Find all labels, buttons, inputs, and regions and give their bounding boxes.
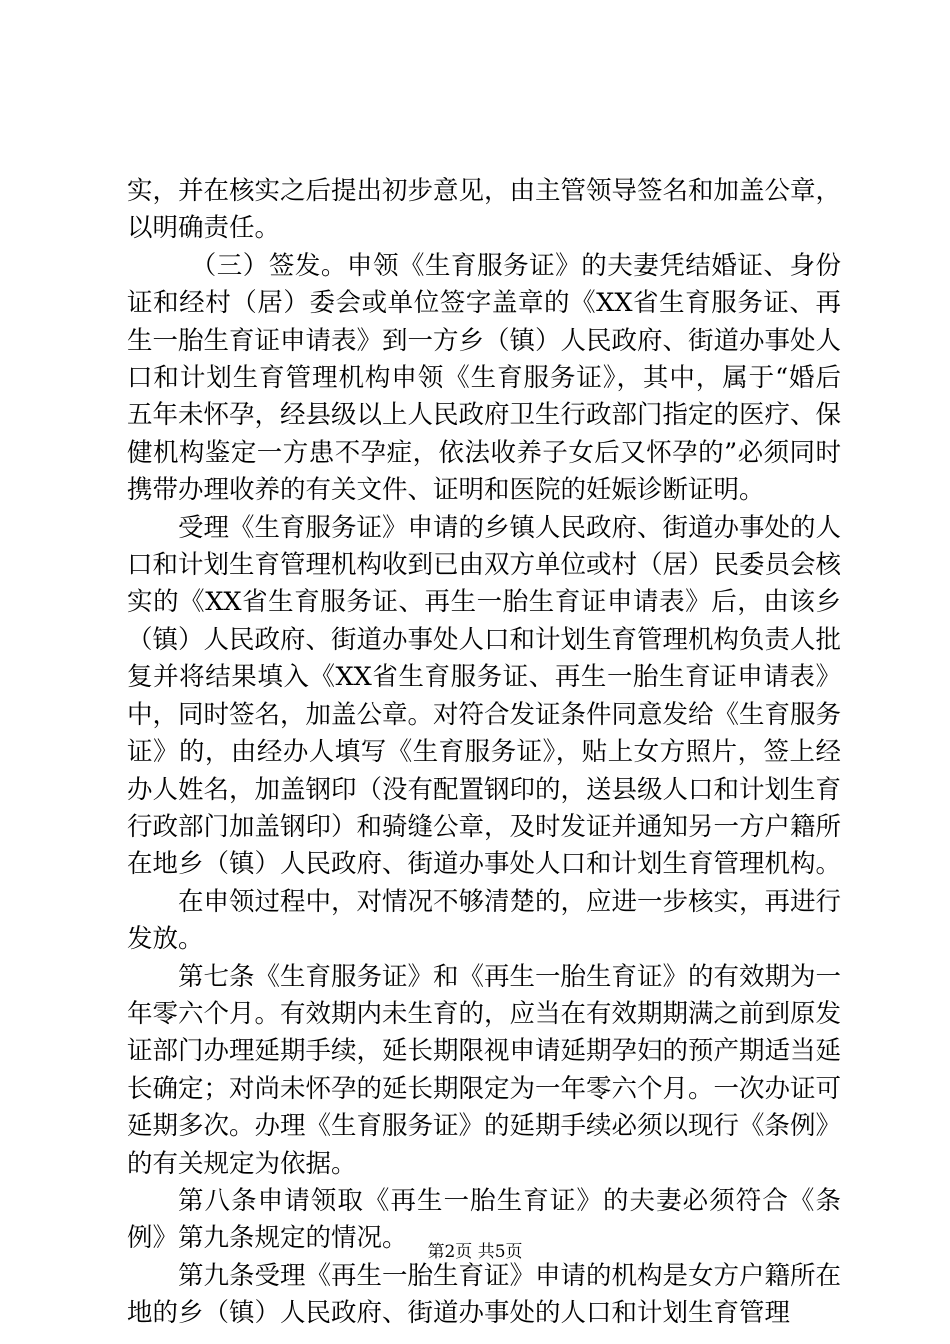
paragraph-continuation: 实，并在核实之后提出初步意见，由主管领导签名和加盖公章，以明确责任。 (127, 176, 842, 244)
paragraph-article-8: 第八条申请领取《再生一胎生育证》的夫妻必须符合《条例》第九条规定的情况。 (127, 1185, 841, 1254)
paragraph-article-9: 第九条受理《再生一胎生育证》申请的机构是女方户籍所在地的乡（镇）人民政府、街道办事处的人口和计划生育管理 (127, 1260, 842, 1329)
page-number-footer: 第2页 共5页 (427, 1242, 523, 1262)
paragraph-article-7: 第七条《生育服务证》和《再生一胎生育证》的有效期为一年零六个月。有效期内未生育的，应当在有效期期满之前到原发证部门办理延期手续，延长期限视申请延期孕妇的预产期适当延长确定；对尚未怀孕的延长期限定为一年零六个月。一次办证可延期多次。办理《生育服务证》的延期手续必须以现行《条例》的有关规定为依据。 (127, 961, 842, 1179)
paragraph-verification: 在申领过程中，对情况不够清楚的，应进一步核实，再进行发放。 (127, 886, 842, 955)
paragraph-issuance: （三）签发。申领《生育服务证》的夫妻凭结婚证、身份证和经村（居）委会或单位签字盖章的《XX省生育服务证、再生一胎生育证申请表》到一方乡（镇）人民政府、街道办事处人口和计划生育管理机构申领《生育服务证》，其中，属于“婚后五年未怀孕，经县级以上人民政府卫生行政部门指定的医疗、保健机构鉴定一方患不孕症，依法收养子女后又怀孕的”必须同时携带办理收养的有关文件、证明和医院的妊娠诊断证明。 (127, 250, 842, 506)
paragraph-application-processing: 受理《生育服务证》申请的乡镇人民政府、街道办事处的人口和计划生育管理机构收到已由双方单位或村（居）民委员会核实的《XX省生育服务证、再生一胎生育证申请表》后，由该乡（镇）人民政府、街道办事处人口和计划生育管理机构负责人批复并将结果填入《XX省生育服务证、再生一胎生育证申请表》中，同时签名，加盖公章。对符合发证条件同意发给《生育服务证》的，由经办人填写《生育服务证》，贴上女方照片，签上经办人姓名，加盖钢印（没有配置钢印的，送县级人口和计划生育行政部门加盖钢印）和骑缝公章，及时发证并通知另一方户籍所在地乡（镇）人民政府、街道办事处人口和计划生育管理机构。 (127, 512, 842, 880)
document-body (127, 173, 841, 1333)
